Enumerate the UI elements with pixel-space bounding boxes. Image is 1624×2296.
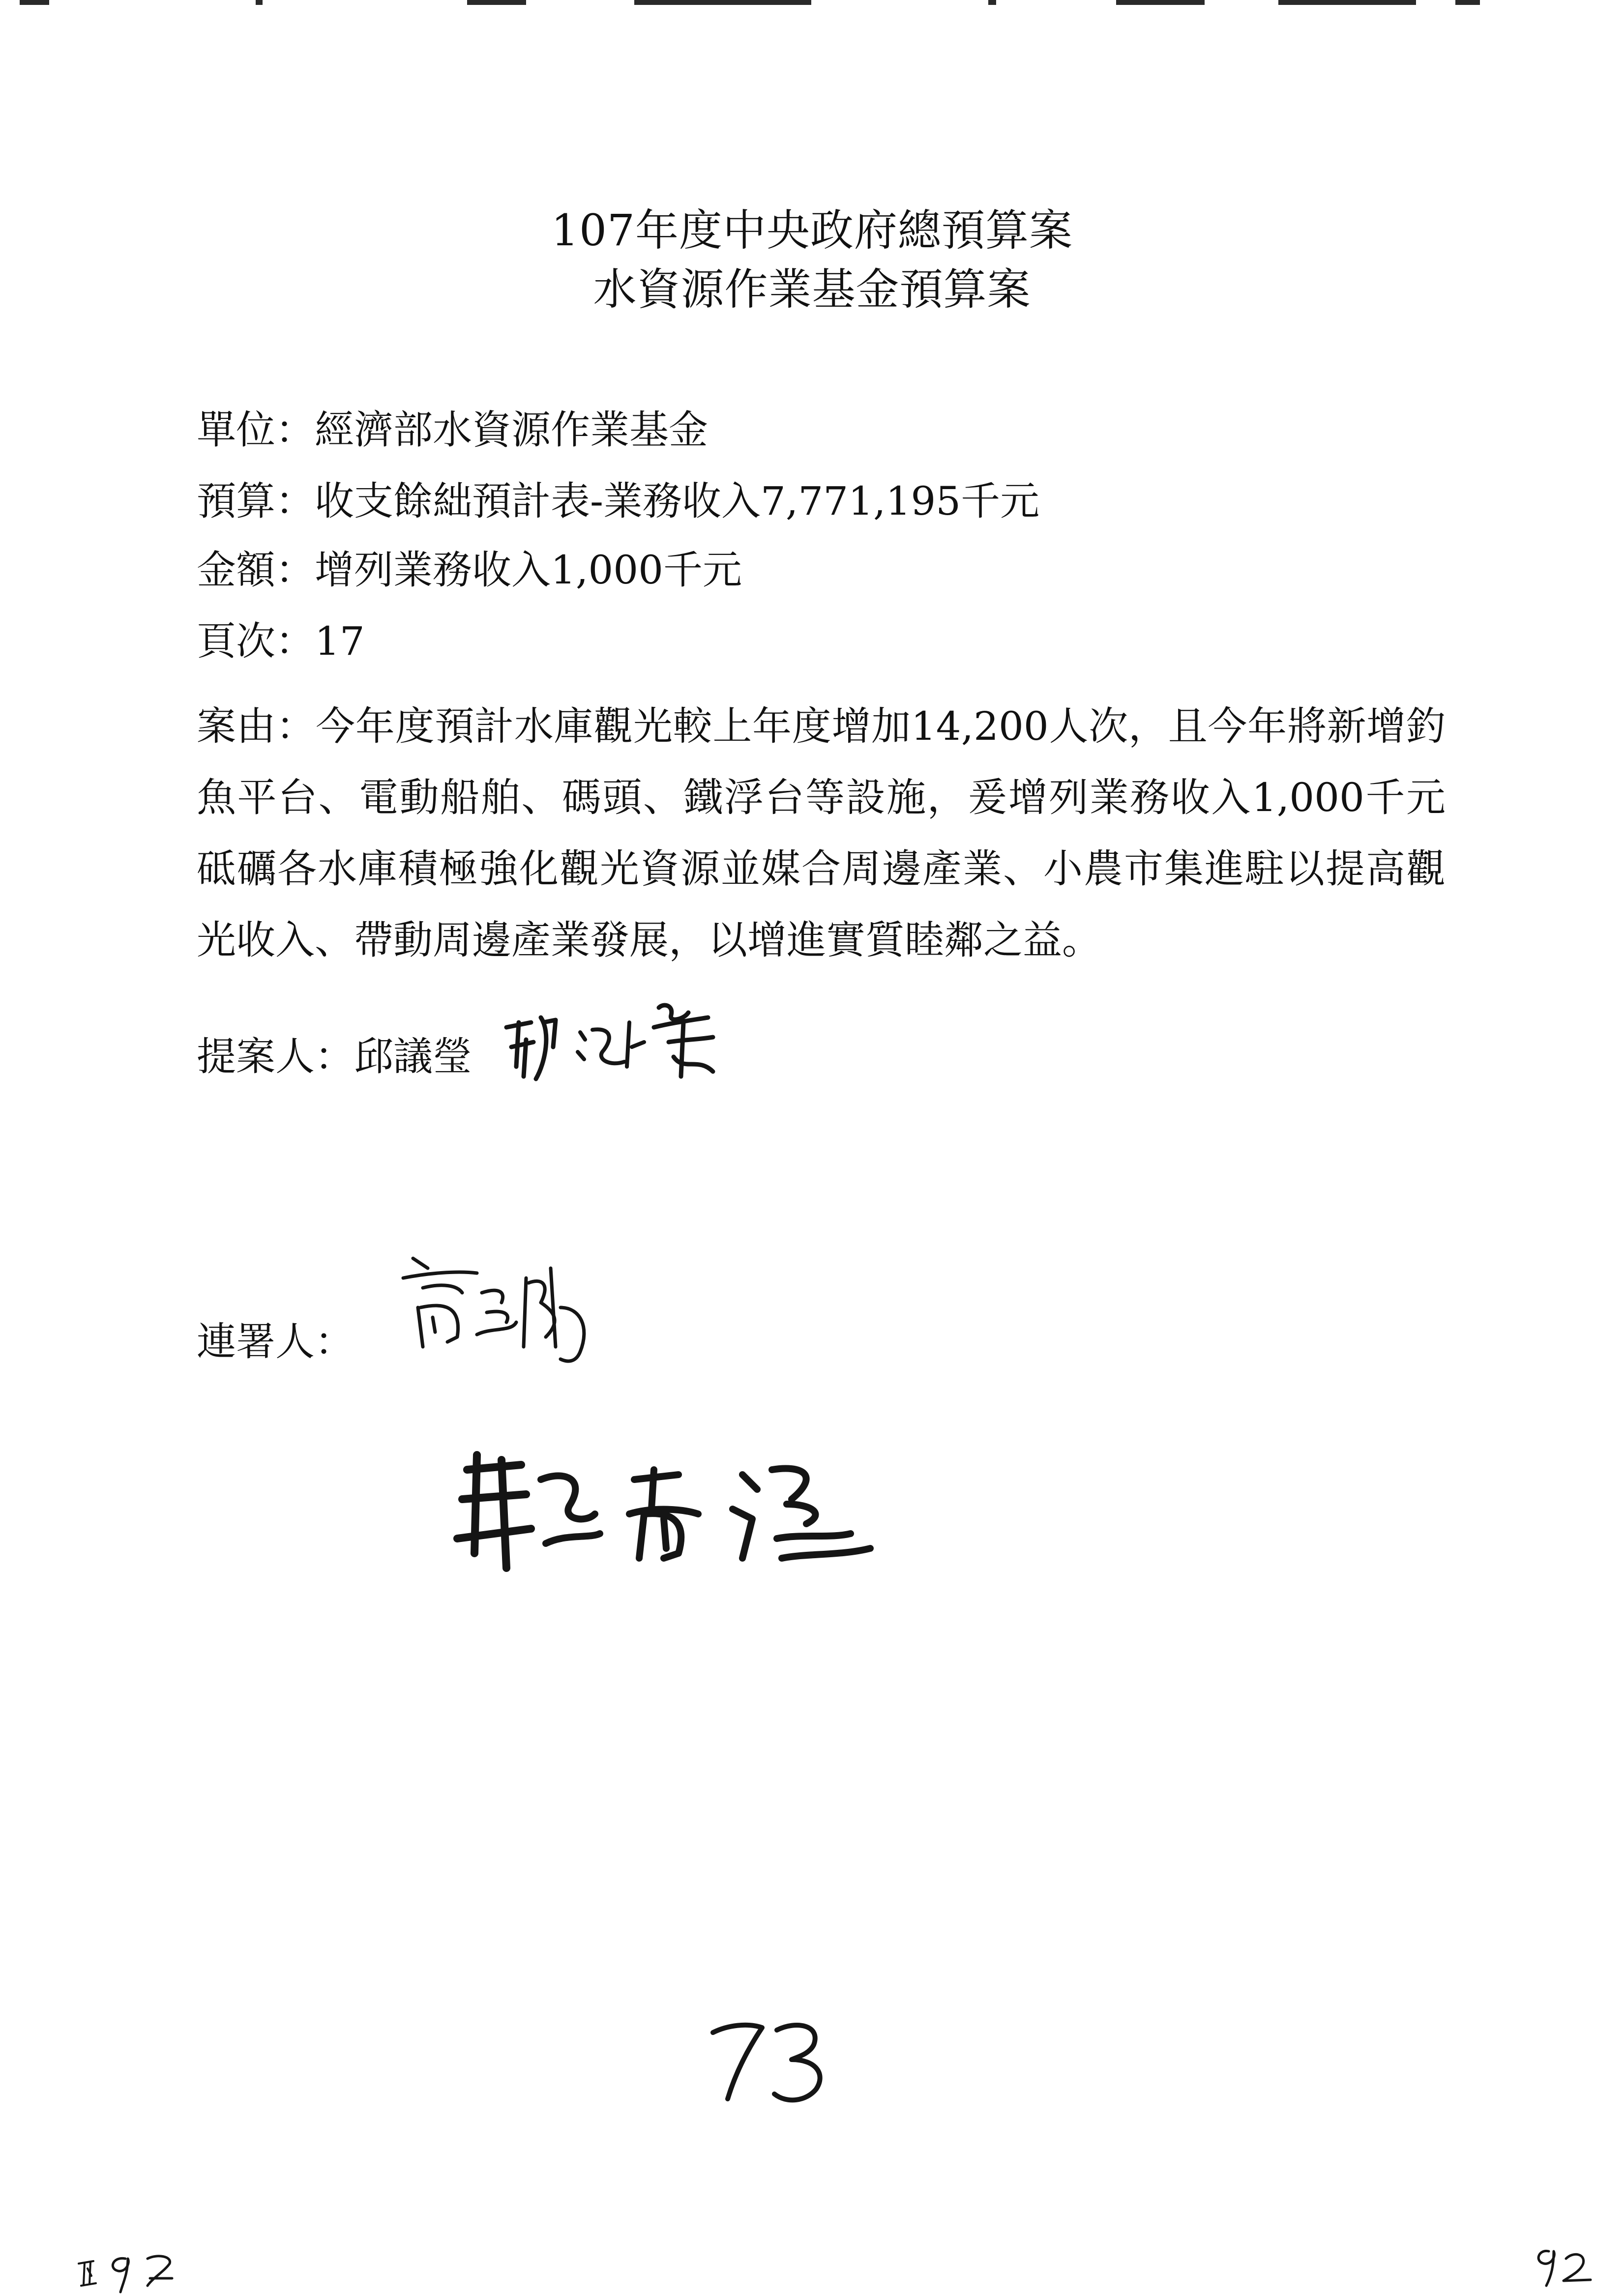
budget-label: 預算： <box>197 478 315 524</box>
amount-value: 增列業務收入1,000千元 <box>315 547 742 593</box>
cosigner-signature-1 <box>393 1249 605 1376</box>
document-title: 107年度中央政府總預算案 <box>551 205 1073 256</box>
bottom-right-mark <box>1529 2241 1603 2291</box>
budget-row <box>197 478 1040 524</box>
reason-paragraph <box>197 691 1446 976</box>
unit-label: 單位： <box>197 407 315 453</box>
center-page-number <box>708 2010 836 2109</box>
unit-value: 經濟部水資源作業基金 <box>315 407 708 453</box>
document-subtitle: 水資源作業基金預算案 <box>593 264 1031 315</box>
page-value: 17 <box>315 618 365 664</box>
bottom-left-mark <box>74 2249 202 2293</box>
cosigner-label: 連署人： <box>197 1319 354 1365</box>
cosigner-signature-2 <box>447 1440 900 1588</box>
page-row <box>197 618 365 664</box>
reason-label: 案由： <box>197 703 316 749</box>
amount-label: 金額： <box>197 547 315 593</box>
proposer-signature <box>497 993 728 1091</box>
proposer-label: 提案人： <box>197 1034 354 1079</box>
unit-row <box>197 407 708 453</box>
scan-artifact <box>0 0 1624 9</box>
proposer-name: 邱議瑩 <box>354 1034 472 1079</box>
amount-row <box>197 547 742 593</box>
proposer-row <box>197 1034 472 1079</box>
page-label: 頁次： <box>197 618 315 664</box>
reason-text: 今年度預計水庫觀光較上年度增加14,200人次，且今年將新增釣魚平台、電動船舶、碼頭、鐵浮台等設施，爰增列業務收入1,000千元砥礪各水庫積極強化觀光資源並媒合周邊產業、小農市集進駐以提高觀光收入、帶動周邊產業發展，以增進實質睦鄰之益。 <box>197 703 1446 963</box>
budget-value: 收支餘絀預計表-業務收入7,771,195千元 <box>315 478 1040 524</box>
